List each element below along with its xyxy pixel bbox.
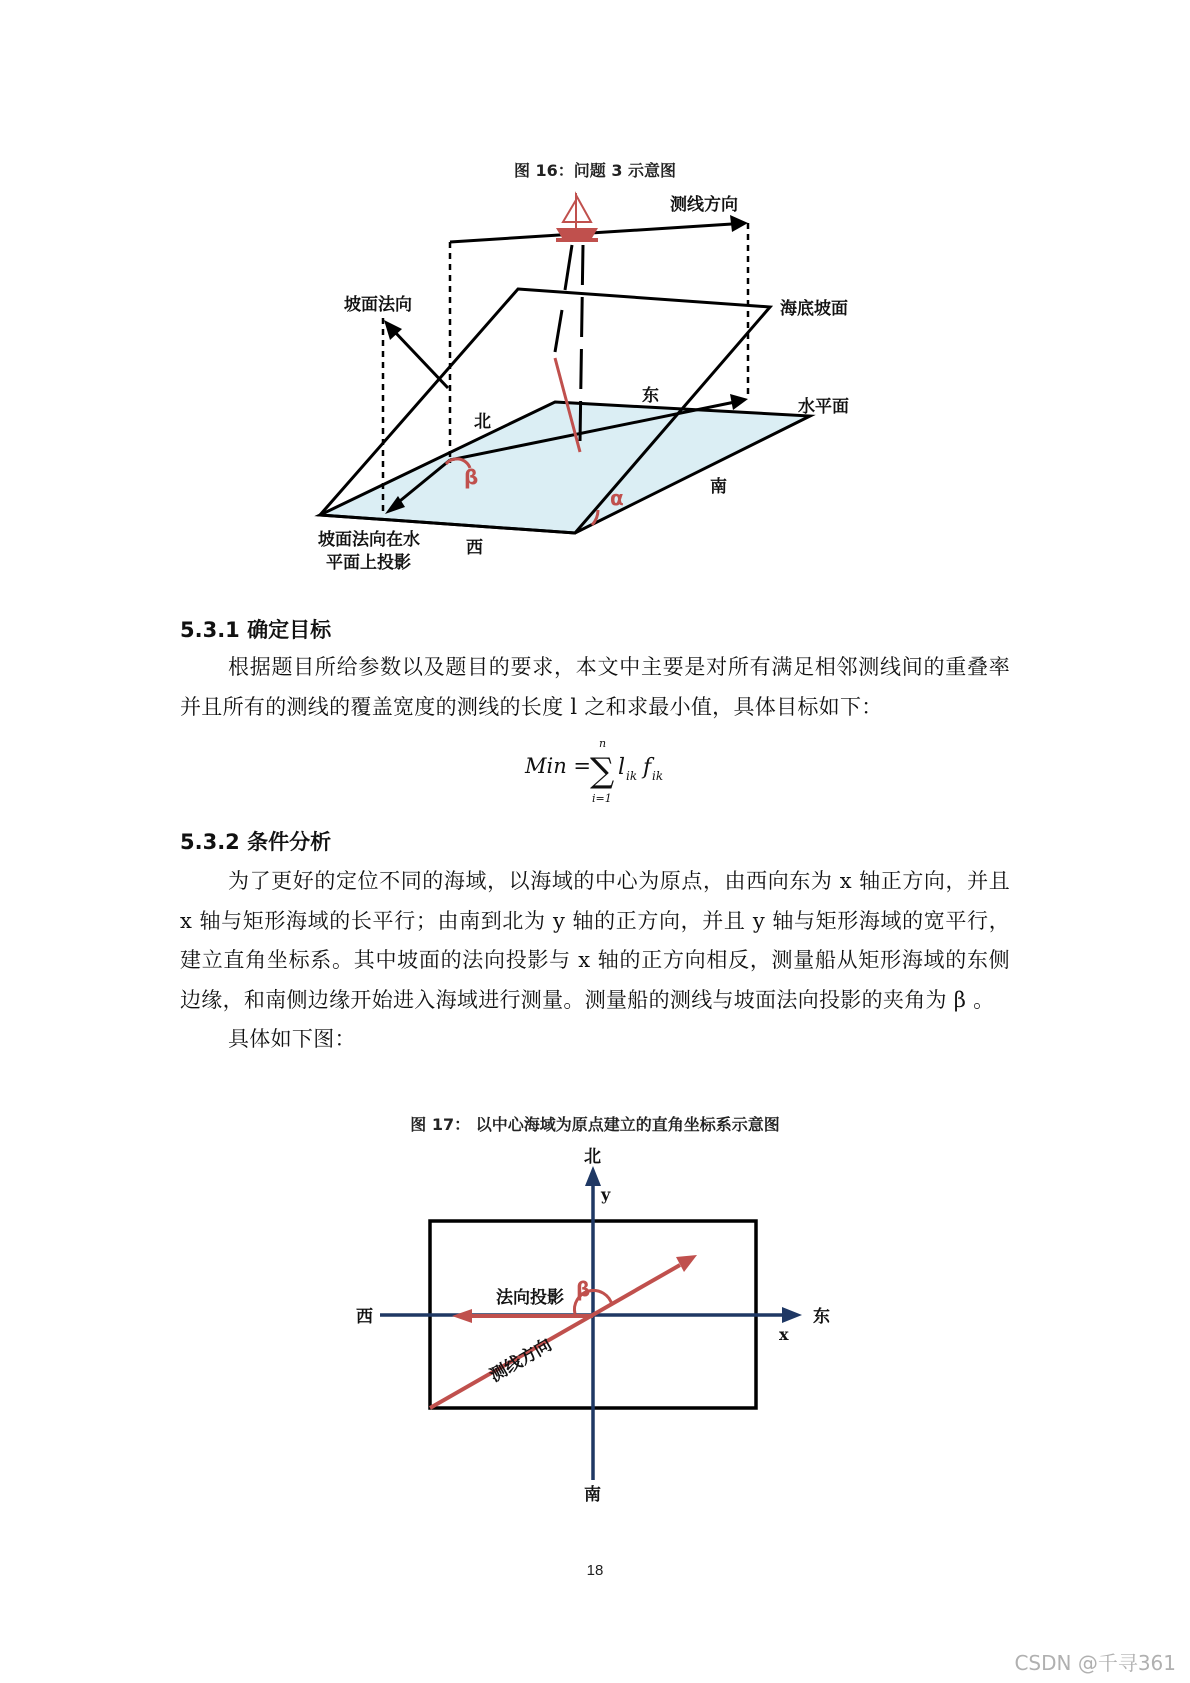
survey-direction-arrowhead [676, 1255, 697, 1272]
watermark: CSDN @千寻361 [1014, 1651, 1176, 1675]
beam-left-lower [555, 310, 562, 352]
label-north: 北 [474, 412, 491, 432]
boat-icon [556, 193, 598, 242]
formula-lhs: Min = [525, 754, 592, 778]
section-531-paragraph: 根据题目所给参数以及题目的要求，本文中主要是对所有满足相邻测线间的重叠率并且所有的测线的覆盖宽度的测线的长度 l 之和求最小值，具体目标如下： [180, 655, 1010, 719]
figure-16-diagram [0, 180, 1190, 580]
page-number: 18 [586, 1562, 604, 1579]
label-south: 南 [710, 477, 727, 497]
label-east: 东 [813, 1307, 830, 1327]
label-seabed: 海底坡面 [780, 299, 848, 319]
label-beta: β [576, 1277, 591, 1301]
label-beta: β [464, 465, 479, 489]
survey-direction-arrow [430, 1265, 680, 1408]
formula-upper-limit: n [599, 738, 607, 750]
formula-sigma: ∑ [590, 751, 615, 791]
label-normal-projection: 法向投影 [496, 1288, 564, 1308]
label-west: 西 [466, 538, 483, 558]
x-axis-arrowhead [782, 1307, 802, 1323]
label-west: 西 [356, 1307, 373, 1327]
figure-17-caption: 图 17： 以中心海域为原点建立的直角坐标系示意图 [410, 1115, 780, 1134]
formula-lower-limit: i=1 [592, 792, 612, 805]
slope-normal-line [393, 330, 448, 388]
formula-l: l [618, 755, 626, 780]
formula-f-subscript: ik [652, 769, 664, 783]
y-axis-arrowhead [585, 1166, 601, 1186]
figure-16-caption: 图 16：问题 3 示意图 [513, 161, 677, 180]
section-532-body [180, 862, 1010, 1060]
projected-arrowhead [730, 394, 748, 410]
label-horizontal: 水平面 [798, 397, 849, 417]
section-532-heading: 5.3.2 条件分析 [180, 830, 332, 854]
section-532-paragraph-2: 具体如下图： [228, 1027, 356, 1051]
label-slope-normal: 坡面法向 [344, 295, 412, 315]
label-y: y [601, 1185, 611, 1204]
label-x: x [779, 1325, 789, 1344]
section-532-paragraph: 为了更好的定位不同的海域，以海域的中心为原点，由西向东为 x 轴正方向，并且 x 轴与矩形海域的长平行；由南到北为 y 轴的正方向，并且 y 轴与矩形海域的宽平行，建立直角坐标系。其中坡面的法向投影与 x 轴的正方向相反，测量船从矩形海域的东侧边缘，和南侧边缘开始进入海域进行测量。测量船的测线与坡面法向投影的夹角为 β 。 [180, 869, 1010, 1012]
beam-left-upper [565, 245, 572, 290]
label-east: 东 [642, 386, 659, 406]
label-south: 南 [584, 1485, 601, 1505]
horizontal-plane [320, 402, 810, 533]
label-survey-direction: 测线方向 [670, 195, 738, 215]
label-projection-line1: 坡面法向在水 [318, 530, 420, 550]
section-531-heading: 5.3.1 确定目标 [180, 618, 332, 642]
section-531-body [180, 648, 1010, 727]
label-projection-line2: 平面上投影 [326, 553, 411, 573]
formula-l-subscript: ik [626, 769, 638, 783]
figure-17-diagram [0, 1140, 1190, 1510]
label-alpha: α [610, 486, 624, 510]
formula-f: f [643, 755, 652, 780]
label-north: 北 [584, 1147, 601, 1167]
survey-arrow-head [730, 215, 748, 232]
normal-projection-arrowhead [452, 1309, 472, 1323]
objective-formula [500, 738, 700, 808]
label-survey-direction: 测线方向 [486, 1335, 556, 1387]
